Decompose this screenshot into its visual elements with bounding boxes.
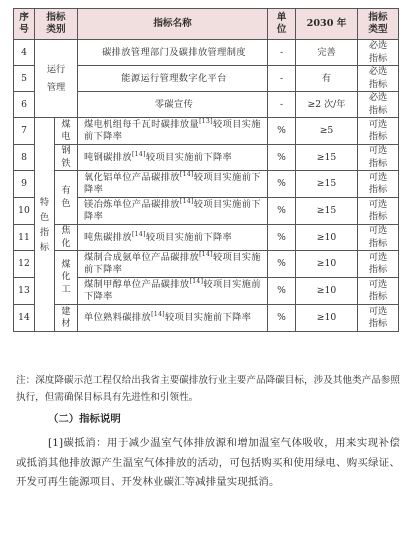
- indicator-type: 可选指标: [358, 251, 399, 278]
- indicator-type: 可选指标: [358, 305, 399, 332]
- header-seq: 序号: [14, 9, 35, 40]
- indicator-name: 镁冶炼单位产品碳排放[14]较项目实施前下降率: [78, 198, 268, 225]
- unit-cell: -: [268, 40, 296, 66]
- target-value: ≥5: [296, 118, 358, 145]
- indicator-name: 单位熟料碳排放[14]较项目实施前下降率: [78, 305, 268, 332]
- subcategory-coal-power: 煤电: [55, 118, 78, 145]
- target-value: ≥15: [296, 198, 358, 225]
- indicator-name: 煤电机组每千瓦时碳排放量[13]较项目实施前下降率: [78, 118, 268, 145]
- subcategory-coking: 焦化: [55, 225, 78, 251]
- indicator-name: 碳排放管理部门及碳排放管理制度: [78, 40, 268, 66]
- unit-cell: %: [268, 305, 296, 332]
- subcategory-building: 建材: [55, 305, 78, 332]
- table-row: [14, 225, 399, 251]
- indicator-type: 可选指标: [358, 171, 399, 198]
- indicator-type: 可选指标: [358, 145, 399, 171]
- row-number: 14: [14, 305, 35, 332]
- row-number: 12: [14, 251, 35, 278]
- table-header-row: [14, 9, 399, 40]
- target-value: ≥15: [296, 145, 358, 171]
- table-row: [14, 118, 399, 145]
- indicator-name: 煤制合成氨单位产品碳排放[14]较项目实施前下降率: [78, 251, 268, 278]
- subcategory-nonferrous: 有色: [55, 171, 78, 225]
- unit-cell: %: [268, 278, 296, 305]
- row-number: 10: [14, 198, 35, 225]
- row-number: 5: [14, 66, 35, 92]
- indicator-type: 可选指标: [358, 278, 399, 305]
- indicator-name: 煤制甲醇单位产品碳排放[14]较项目实施前下降率: [78, 278, 268, 305]
- row-number: 7: [14, 118, 35, 145]
- row-number: 13: [14, 278, 35, 305]
- indicator-name: 能源运行管理数字化平台: [78, 66, 268, 92]
- target-value: 有: [296, 66, 358, 92]
- subcategory-steel: 钢铁: [55, 145, 78, 171]
- table-row: [14, 305, 399, 332]
- header-year: 2030 年: [296, 9, 358, 40]
- target-value: ≥10: [296, 305, 358, 332]
- indicator-name: 吨钢碳排放[14]较项目实施前下降率: [78, 145, 268, 171]
- table-row: [14, 145, 399, 171]
- header-category: 指标类别: [35, 9, 78, 40]
- section-title: （二）指标说明: [48, 413, 121, 425]
- table-row: [14, 171, 399, 198]
- target-value: ≥10: [296, 251, 358, 278]
- row-number: 9: [14, 171, 35, 198]
- unit-cell: %: [268, 171, 296, 198]
- target-value: ≥10: [296, 278, 358, 305]
- header-name: 指标名称: [78, 9, 268, 40]
- row-number: 6: [14, 92, 35, 118]
- indicator-name: 零碳宣传: [78, 92, 268, 118]
- indicator-type: 可选指标: [358, 198, 399, 225]
- unit-cell: %: [268, 118, 296, 145]
- indicator-name: 吨焦碳排放[14]较项目实施前下降率: [78, 225, 268, 251]
- row-number: 8: [14, 145, 35, 171]
- category-special: 特色指标: [35, 118, 55, 332]
- indicator-type: 必选指标: [358, 92, 399, 118]
- unit-cell: %: [268, 198, 296, 225]
- unit-cell: -: [268, 92, 296, 118]
- category-ops: 运行管理: [35, 40, 78, 118]
- indicator-table: [13, 8, 399, 332]
- indicator-type: 必选指标: [358, 66, 399, 92]
- unit-cell: %: [268, 145, 296, 171]
- unit-cell: -: [268, 66, 296, 92]
- target-value: ≥10: [296, 225, 358, 251]
- table-note: 注：深度降碳示范工程仅给出我省主要碳排放行业主要产品降碳目标，涉及其他类产品参照执行，但需确保目标具有先进性和引领性。: [16, 375, 400, 403]
- indicator-name: 氧化铝单位产品碳排放[14]较项目实施前下降率: [78, 171, 268, 198]
- indicator-type: 必选指标: [358, 40, 399, 66]
- header-type: 指标类型: [358, 9, 399, 40]
- target-value: 完善: [296, 40, 358, 66]
- header-unit: 单位: [268, 9, 296, 40]
- row-number: 4: [14, 40, 35, 66]
- unit-cell: %: [268, 251, 296, 278]
- target-value: ≥15: [296, 171, 358, 198]
- indicator-type: 可选指标: [358, 225, 399, 251]
- table-row: [14, 251, 399, 278]
- table-row: [14, 40, 399, 66]
- indicator-type: 可选指标: [358, 118, 399, 145]
- unit-cell: %: [268, 225, 296, 251]
- subcategory-coal-chem: 煤化工: [55, 251, 78, 305]
- definition-paragraph: [1]碳抵消：用于减少温室气体排放源和增加温室气体吸收，用来实现补偿或抵消其他排放源产生温室气体排放的活动，可包括购买和使用绿电、购买绿证、开发可再生能源项目、开发林业碳汇等减排量实现抵消。: [16, 437, 400, 489]
- row-number: 11: [14, 225, 35, 251]
- target-value: ≥2 次/年: [296, 92, 358, 118]
